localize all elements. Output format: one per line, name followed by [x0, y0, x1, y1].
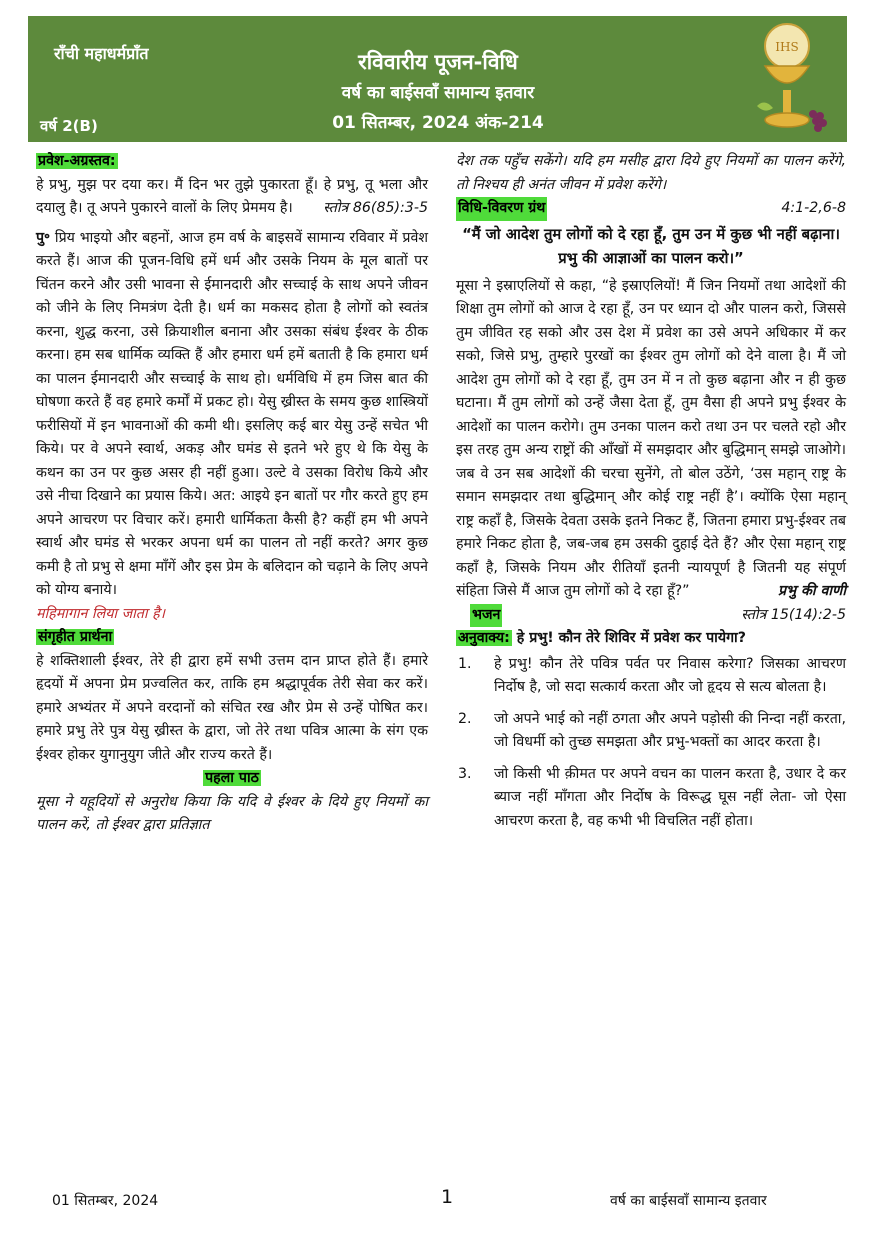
list-item	[456, 708, 846, 755]
entrance-text: हे प्रभु, मुझ पर दया कर। मैं दिन भर तुझे पुकारता हूँ। हे प्रभु, तू भला और दयालु है। तू अपने पुकारने वालों के लिए प्रेममय है।	[36, 176, 428, 216]
issue-date: 01 सितम्बर, 2024 अंक-214	[332, 113, 544, 133]
response-text: हे प्रभु! कौन तेरे शिविर में प्रवेश कर पायेगा?	[516, 630, 746, 646]
response-line	[456, 627, 846, 651]
verse-number: 1.	[458, 655, 472, 672]
reading-quote: “मैं जो आदेश तुम लोगों को दे रहा हूँ, तुम उन में कुछ भी नहीं बढ़ाना। प्रभु की आज्ञाओं का पालन करो।”	[462, 225, 840, 267]
book-heading	[456, 197, 846, 221]
first-reading-intro-continued: देश तक पहुँच सकेंगे। यदि हम मसीह द्वारा दिये हुए नियमों का पालन करेंगे, तो निश्चय ही अनंत जीवन में प्रवेश करेंगे।	[456, 153, 846, 193]
word-of-the-lord: प्रभु की वाणी	[778, 583, 846, 599]
page-number: 1	[441, 1186, 454, 1208]
verse-text: जो किसी भी क़ीमत पर अपने वचन का पालन करता है, उधार दे कर ब्याज नहीं माँगता और निर्दोष के विरूद्ध घूस नहीं लेता- जो ऐसा आचरण करता है, वह कभी भी विचलित नहीं होता।	[494, 765, 846, 829]
page-title: रविवारीय पूजन-विधि	[358, 50, 518, 74]
left-column	[36, 150, 428, 838]
priest-introduction	[36, 227, 428, 603]
psalm-heading	[456, 604, 846, 628]
verse-number: 3.	[458, 765, 472, 782]
logo-ihs-text: IHS	[775, 40, 799, 54]
psalm-reference: स्तोत्र 15(14):2-5	[741, 606, 846, 623]
list-item	[456, 763, 846, 834]
verse-number: 2.	[458, 710, 472, 727]
collect-label: संगृहीत प्रार्थना	[38, 629, 113, 645]
verse-text: हे प्रभु! कौन तेरे पवित्र पर्वत पर निवास करेगा? जिसका आचरण निर्दोष है, जो सदा सत्कार्य करता और जो हृदय से सत्य बोलता है।	[494, 655, 846, 695]
gloria-note: महिमागान लिया जाता है।	[36, 605, 165, 622]
priest-label: पु॰	[36, 229, 51, 246]
psalm-label: भजन	[470, 604, 502, 628]
reading-body: मूसा ने इस्राएलियों से कहा, “हे इस्राएलियों! मैं जिन नियमों तथा आदेशों की शिक्षा तुम लोगों को आज दे रहा हूँ, उन पर ध्यान दो और पालन करो, जिससे तुम जीवित रह सको और उस देश में प्रवेश का उसे अपने अधिकार में कर सको, जिसे प्रभु, तुम्हारे पुरखों का ईश्वर तुम लोगों को देने वाला है। मैं जो आदेश तुम लोगों को दे रहा हूँ, तुम उन में न तो कुछ बढ़ाना और न ही कुछ घटाना। मैं तुम लोगों को उन्हें जैसा देता हूँ, तुम वैसा ही अपने प्रभु ईश्वर के आदेशों का पालन करोगे। तुम उनका पालन करो तथा उन पर चलते रहो और इस तरह तुम अन्य राष्ट्रों की आँखों में समझदार और बुद्धिमान् समझे जाओगे। जब वे उन सब आदेशों की चरचा सुनेंगे, तो बोल उठेंगे, ‘उस महान् राष्ट्र के समान समझदार तथा बुद्धिमान् और कोई राष्ट्र नहीं है’। क्योंकि ऐसा महान् राष्ट्र कहाँ है, जिसके देवता उसके इतने निकट हैं, जितना हमारा प्रभु-ईश्वर तब हमारे निकट होता है, जब-जब हम उसकी दुहाई देते हैं? और ऐसा महान् राष्ट्र कहाँ है, जिसके नियम और रीतियाँ इतनी न्यायपूर्ण है जितनी यह संपूर्ण संहिता जिसे मैं आज तुम लोगों को दे रहा हूँ?”	[456, 277, 846, 599]
first-reading-intro: मूसा ने यहूदियों से अनुरोध किया कि यदि वे ईश्वर के दिये हुए नियमों का पालन करें, तो ईश्वर द्वारा प्रतिज्ञात	[36, 793, 428, 833]
response-label: अनुवाक्य:	[458, 630, 510, 646]
footer-date: 01 सितम्बर, 2024	[52, 1193, 159, 1209]
first-reading-label: पहला पाठ	[205, 770, 259, 786]
chalice-logo	[747, 20, 839, 138]
right-column	[456, 150, 846, 841]
psalm-verses	[456, 653, 846, 834]
header-banner	[28, 16, 847, 142]
reading-text	[456, 275, 846, 604]
year-cycle: वर्ष 2(B)	[40, 117, 98, 135]
verse-text: जो अपने भाई को नहीं ठगता और अपने पड़ोसी की निन्दा नहीं करता, जो विधर्मी को तुच्छ समझता और प्रभु-भक्तों का आदर करता है।	[494, 710, 846, 750]
collect-prayer	[36, 626, 428, 767]
entrance-label: प्रवेश-अग्रस्तव:	[38, 153, 116, 169]
diocese-name: राँची महाधर्मप्राँत	[54, 44, 149, 63]
page-subtitle: वर्ष का बाईसवाँ सामान्य इतवार	[341, 83, 535, 103]
first-reading-heading	[36, 767, 428, 791]
entrance-antiphon	[36, 150, 428, 221]
priest-text: प्रिय भाइयो और बहनों, आज हम वर्ष के बाइसवें सामान्य रविवार में प्रवेश करते हैं। आज की पूजन-विधि हमें धर्म और उसके नियम के मूल बातों पर चिंतन करने और उसी भावना से ईमानदारी और सच्चाई के साथ अपने जीवन को जीने के लिए निमत्रंण देती है। धर्म का मकसद होता है लोगों को स्वतंत्र करना, शुद्ध करना, उसे क्रियाशील बनाना और उसका संबंध ईश्वर के ठीक करना। हम सब धार्मिक व्यक्ति हैं और हमारा धर्म हमें बताती है कि हमारा धर्म का पालन ईमानदारी और सच्चाई के साथ हो। धर्मविधि में हम जिस बात की घोषणा करते हैं वह हमारे कर्मों में प्रकट हो। येसु ख्रीस्त के समय कुछ शास्त्रियों फरीसियों में इन भावनाओं की कमी थी। इसलिए कई बार येसु उन्हें सचेत भी किये। पर वे अपने स्वार्थ, अकड़ और घमंड से इतने भरे हुए थे कि येसु के कथन का उन पर कुछ असर ही नहीं हुआ। उल्टे वे उसका विरोध किये और उसे नीचा दिखाने का प्रयास किये। अत: आइये इन बातों पर गौर करते हुए हम अपने आचरण पर विचार करें। हमारी धार्मिकता कैसी है? कहीं हम भी अपने स्वार्थ और घमंड से भरकर अपना धर्म का पालन तो नहीं करते? अगर कुछ कमी है तो प्रभु से क्षमा माँगें और इस प्रेम के बलिदान को चढ़ाने के लिए अपने को योग्य बनाये।	[36, 229, 428, 598]
book-reference: 4:1-2,6-8	[781, 200, 846, 216]
entrance-reference: स्तोत्र 86(85):3-5	[323, 200, 428, 216]
footer-sunday: वर्ष का बाईसवाँ सामान्य इतवार	[610, 1193, 767, 1209]
list-item	[456, 653, 846, 700]
book-label: विधि-विवरण ग्रंथ	[456, 197, 547, 221]
collect-text: हे शक्तिशाली ईश्वर, तेरे ही द्वारा हमें सभी उत्तम दान प्राप्त होते हैं। हमारे हृदयों में अपना प्रेम प्रज्वलित कर, ताकि हम श्रद्धापूर्वक तेरी सेवा कर करें। हमारे अभ्यंतर में अपने वरदानों को संचित रख और प्रेम से उन्हें पोषित कर। हमारे प्रभु तेरे पुत्र येसु ख्रीस्त के द्वारा, जो तेरे तथा पवित्र आत्मा के संग एक ईश्वर होकर युगानुयुग जीते और राज्य करते हैं।	[36, 652, 428, 763]
